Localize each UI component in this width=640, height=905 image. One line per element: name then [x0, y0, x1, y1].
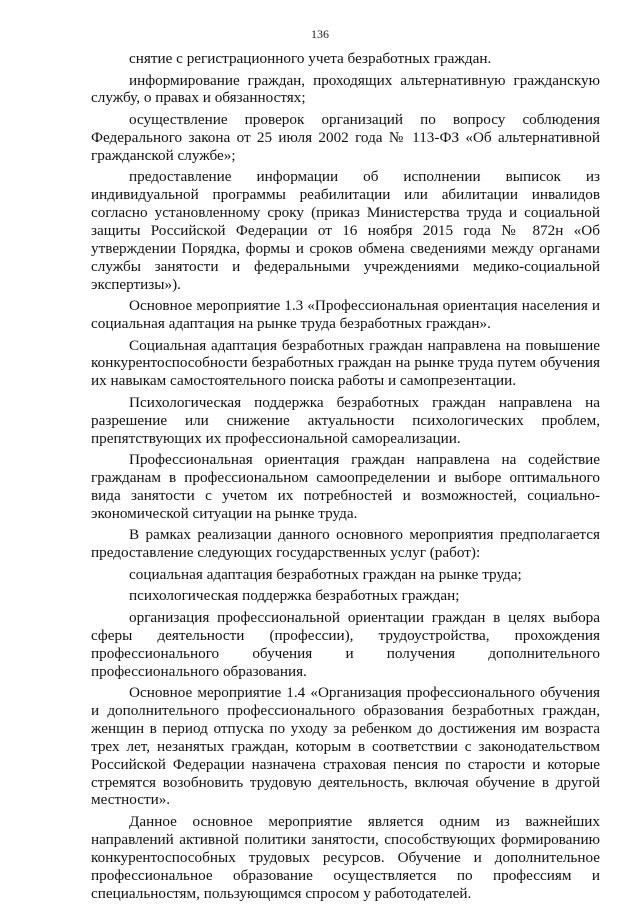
section-heading-paragraph: Основное мероприятие 1.3 «Профессиональная ориентация населения и социальная адаптация на рынке труда безработных граждан».: [91, 297, 600, 333]
page-number: 136: [311, 27, 329, 41]
paragraph: снятие с регистрационного учета безработных граждан.: [129, 50, 492, 67]
paragraph: информирование граждан, проходящих альтернативную гражданскую службу, о правах и обязанностях;: [91, 71, 600, 107]
list-item: социальная адаптация безработных граждан на рынке труда;: [129, 565, 522, 583]
list-item: психологическая поддержка безработных граждан;: [129, 587, 460, 605]
paragraph: Данное основное мероприятие является одним из важнейших направлений активной политики занятости, способствующих формированию конкурентоспособных трудовых ресурсов. Обучение и дополнительное профессиональное образование осуществляется по профессиям и специальностям, пользующимся спросом у работодателей.: [91, 812, 600, 902]
paragraph: В рамках реализации данного основного мероприятия предполагается предоставление следующих государственных услуг (работ):: [91, 526, 600, 562]
section-heading-paragraph: Основное мероприятие 1.4 «Организация профессионального обучения и дополнительного профессионального образования безработных граждан, женщин в период отпуска по уходу за ребенком до достижения им возраста трех лет, незанятых граждан, которым в соответствии с законодательством Российской Федерации назначена страховая пенсия по старости и которые стремятся возобновить трудовую деятельность, включая обучение в другой местности».: [91, 684, 600, 809]
paragraph: Профессиональная ориентация граждан направлена на содействие гражданам в профессиональном самоопределении и выборе оптимального вида занятости с учетом их потребностей и возможностей, социально-экономической ситуации на рынке труда.: [91, 451, 600, 522]
paragraph: предоставление информации об исполнении выписок из индивидуальной программы реабилитации или абилитации инвалидов согласно установленному сроку (приказ Министерства труда и социальной защиты Российской Федерации от 16 ноября 2015 года № 872н «Об утверждении Порядка, формы и сроков обмена сведениями между органами службы занятости и федеральными учреждениями медико-социальной экспертизы»).: [91, 168, 600, 293]
paragraph: Социальная адаптация безработных граждан направлена на повышение конкурентоспособности безработных граждан на рынке труда путем обучения их навыкам самостоятельного поиска работы и самопрезентации.: [91, 336, 600, 390]
document-body: [91, 50, 600, 903]
paragraph: Психологическая поддержка безработных граждан направлена на разрешение или снижение актуальности психологических проблем, препятствующих их профессиональной самореализации.: [91, 393, 600, 447]
list-item: организация профессиональной ориентации граждан в целях выбора сферы деятельности (профессии), трудоустройства, прохождения профессионального обучения и получения дополнительного профессионального образования.: [91, 608, 600, 680]
paragraph: осуществление проверок организаций по вопросу соблюдения Федерального закона от 25 июля 2002 года № 113-ФЗ «Об альтернативной гражданской службе»;: [91, 110, 600, 164]
